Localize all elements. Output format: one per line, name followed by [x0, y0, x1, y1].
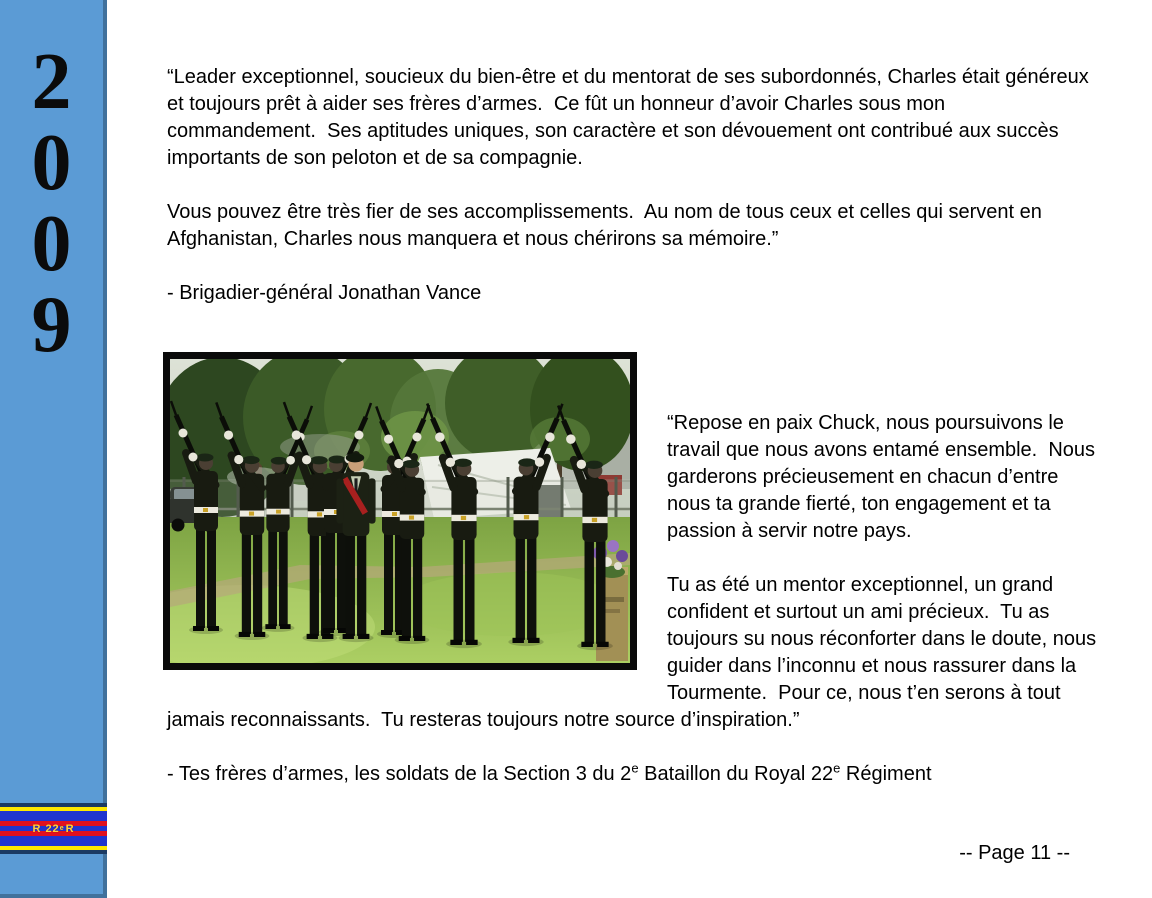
- attribution-brothers-in-arms: - Tes frères d’armes, les soldats de la Section 3 du 2e Bataillon du Royal 22e Régiment: [167, 760, 932, 785]
- year-label: [0, 38, 103, 369]
- r22r-regimental-flag: [0, 803, 107, 854]
- attribution-vance: - Brigadier-général Jonathan Vance: [167, 282, 482, 304]
- quote2-paragraph-1: “Repose en paix Chuck, nous poursuivons le travail que nous avons entamé ensemble. Nous garderons précieusement en chacun d’entre nous ta grande fierté, ton engagement et ta passion à servir notre pays.: [667, 412, 1096, 542]
- flag-label: R 22 e R: [32, 822, 75, 835]
- quote1-paragraph-2: Vous pouvez être très fier de ses accomplissements. Au nom de tous ceux et celles qui servent en Afghanistan, Charles nous manquera et nous chérirons sa mémoire.”: [167, 201, 1042, 250]
- year-digit: 9: [31, 281, 72, 369]
- year-sidebar: [0, 0, 107, 898]
- year-digit: 0: [31, 200, 72, 288]
- year-digit: 2: [31, 38, 72, 126]
- quote1-paragraph-1: “Leader exceptionnel, soucieux du bien-être et du mentorat de ses subordonnés, Charles était généreux et toujours prêt à aider ses frères d’armes. Ce fût un honneur d’avoir Charles sous mon commandement. Ses aptitudes uniques, son caractère et son dévouement ont contribué aux succès importants de son peloton et de sa compagnie.: [167, 66, 1089, 169]
- quote2-paragraph-2: Tu as été un mentor exceptionnel, un grand confident et surtout un ami précieux. Tu as toujours su nous réconforter dans le doute, nous guider dans l’inconnu et nous rassurer dans la Tourmente. Pour ce, nous t’en serons à tout jamais reconnaissants. Tu resteras toujours notre source d’inspiration.”: [167, 574, 1097, 731]
- page-number: -- Page 11 --: [959, 842, 1070, 864]
- page-content: [107, 0, 1152, 898]
- year-digit: 0: [31, 119, 72, 207]
- honor-guard-photo-scene: [170, 359, 630, 663]
- honor-guard-photo: [163, 352, 637, 670]
